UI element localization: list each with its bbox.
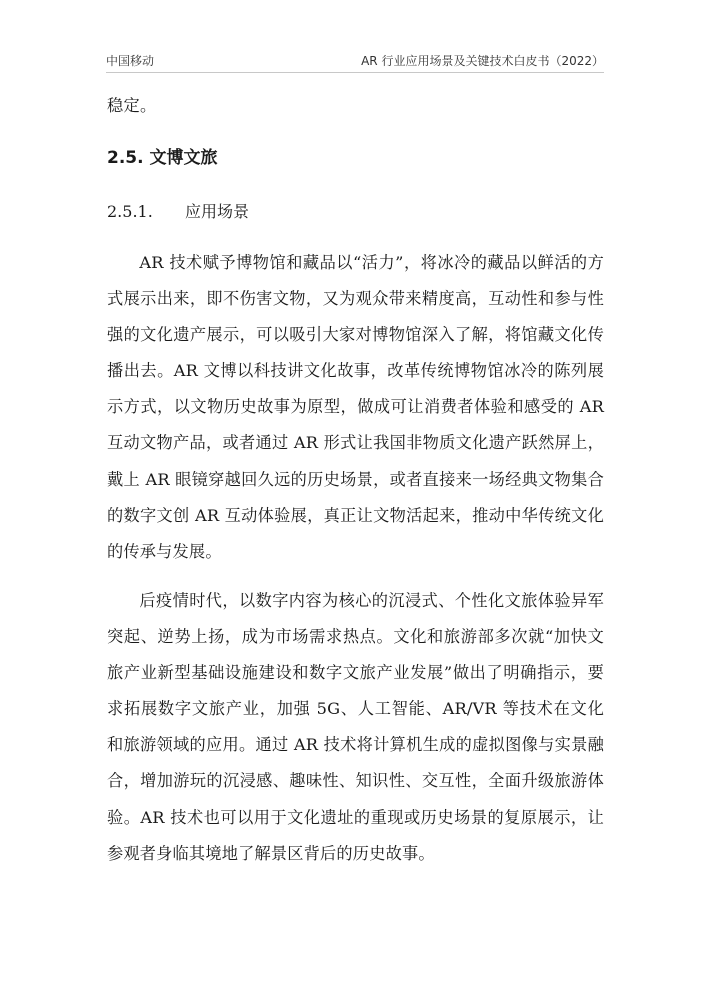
header-organization: 中国移动: [106, 54, 155, 68]
subsection-heading: [107, 200, 507, 224]
page-header: [106, 52, 604, 72]
continuation-text: 稳定。: [107, 96, 157, 115]
header-divider: [106, 72, 604, 73]
subsection-number: 2.5.1.: [107, 202, 153, 221]
paragraph: AR 技术赋予博物馆和藏品以“活力”，将冰冷的藏品以鲜活的方式展示出来，即不伤害文物，又为观众带来精度高，互动性和参与性强的文化遗产展示，可以吸引大家对博物馆深入了解，将馆藏文化传播出去。AR 文博以科技讲文化故事，改革传统博物馆冰冷的陈列展示方式，以文物历史故事为原型，做成可让消费者体验和感受的 AR 互动文物产品，或者通过 AR 形式让我国非物质文化遗产跃然屏上，戴上 AR 眼镜穿越回久远的历史场景，或者直接来一场经典文物集合的数字文创 AR 互动体验展，真正让文物活起来，推动中华传统文化的传承与发展。: [107, 253, 604, 561]
paragraph: 后疫情时代，以数字内容为核心的沉浸式、个性化文旅体验异军突起、逆势上扬，成为市场需求热点。文化和旅游部多次就“加快文旅产业新型基础设施建设和数字文旅产业发展”做出了明确指示，要求拓展数字文旅产业，加强 5G、人工智能、AR/VR 等技术在文化和旅游领域的应用。通过 AR 技术将计算机生成的虚拟图像与实景融合，增加游玩的沉浸感、趣味性、知识性、交互性，全面升级旅游体验。AR 技术也可以用于文化遗址的重现或历史场景的复原展示，让参观者身临其境地了解景区背后的历史故事。: [107, 591, 604, 863]
section-heading: 2.5. 文博文旅: [107, 148, 218, 168]
header-document-title: AR 行业应用场景及关键技术白皮书（2022）: [361, 54, 604, 68]
subsection-title: 应用场景: [185, 202, 250, 221]
